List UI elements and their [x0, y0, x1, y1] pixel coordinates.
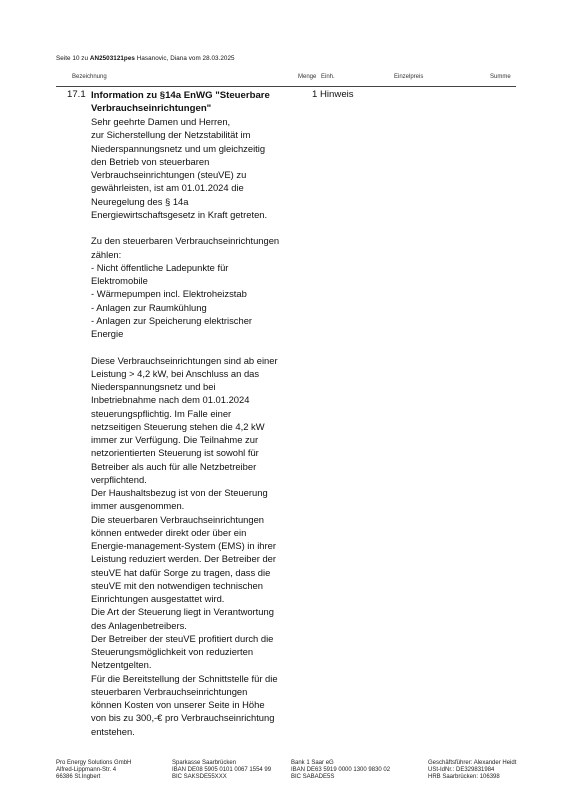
text-line — [91, 340, 301, 353]
footer-bank-sparkasse — [172, 760, 271, 782]
text-line: IBAN DE08 5905 0101 0067 1554 99 — [172, 767, 272, 774]
text-line: USt-IdNr.: DE329831984 — [428, 767, 495, 774]
text-line: steuerungspflichtig. Im Falle einer — [91, 407, 232, 419]
text-line: Bank 1 Saar eG — [291, 760, 334, 766]
text-line: des Anlagenbetreibers. — [91, 619, 187, 631]
author-date: Hasanovic, Diana vom 28.03.2025 — [136, 55, 235, 62]
table-header-divider — [56, 86, 516, 87]
text-line: Energiewirtschaftsgesetz in Kraft getreten. — [91, 208, 268, 220]
text-line: Neuregelung des § 14a — [91, 195, 189, 207]
page-label: Seite 10 zu — [56, 55, 89, 62]
text-line: Energie — [91, 328, 124, 339]
text-line: BIC SAKSDE55XXX — [172, 774, 227, 781]
text-line: Pro Energy Solutions GmbH — [56, 760, 132, 766]
table-header — [62, 74, 516, 84]
text-line: immer ausgenommen. — [91, 500, 185, 512]
text-line: Betreiber als auch für alle Netzbetreiber — [91, 460, 257, 472]
text-line: Niederspannungsnetz und um gleichzeitig — [91, 142, 266, 154]
text-line: können entweder direkt oder über ein — [91, 526, 247, 538]
text-line: Der Haushaltsbezug ist von der Steuerung — [91, 487, 268, 498]
text-line: Sparkasse Saarbrücken — [172, 760, 237, 766]
text-line: - Anlagen zur Speicherung elektrischer — [91, 314, 253, 326]
text-line: HRB Saarbrücken: 106398 — [428, 774, 500, 781]
header-unit: Einh. — [321, 74, 335, 80]
document-number: AN2503121pes — [89, 55, 135, 62]
footer — [56, 760, 518, 790]
item-position: 17.1 — [67, 89, 86, 100]
text-line: netzseitigen Steuerung stehen die 4,2 kW — [91, 420, 265, 432]
text-line: Einrichtungen ausgestattet wird. — [91, 593, 225, 604]
text-line: Sehr geehrte Damen und Herren, — [91, 116, 231, 127]
text-line: Geschäftsführer: Alexander Heidt — [428, 760, 517, 766]
text-line — [91, 221, 301, 234]
text-line: Leistung > 4,2 kW, bei Anschluss an das — [91, 367, 260, 379]
text-line: Elektromobile — [91, 275, 148, 286]
text-line: Diese Verbrauchseinrichtungen sind ab einer — [91, 354, 278, 366]
text-line: Energie-management-System (EMS) in ihrer — [91, 540, 276, 551]
item-title-line: Information zu §14a EnWG "Steuerbare — [91, 90, 270, 101]
text-line: BIC SABADE5S — [291, 774, 335, 781]
text-line: IBAN DE63 5919 0000 1300 9830 02 — [291, 767, 391, 774]
text-line: von bis zu 300,-€ pro Verbrauchseinrichtung — [91, 712, 275, 724]
text-line: steuVE mit den notwendigen technischen — [91, 579, 263, 591]
text-line: können Kosten von unserer Seite in Höhe — [91, 699, 265, 710]
text-line: entstehen. — [91, 725, 135, 737]
text-line: Die steuerbaren Verbrauchseinrichtungen — [91, 513, 265, 525]
text-line: Leistung reduziert werden. Der Betreiber der — [91, 553, 276, 565]
text-line: den Betrieb von steuerbaren — [91, 155, 210, 167]
header-description: Bezeichnung — [72, 74, 107, 80]
footer-management — [428, 760, 516, 782]
text-line: Der Betreiber der steuVE profitiert durch die — [91, 632, 274, 644]
text-line: zählen: — [91, 248, 122, 260]
text-line: Inbetriebnahme nach dem 01.01.2024 — [91, 394, 250, 406]
text-line: immer zur Verfügung. Die Teilnahme zur — [91, 434, 259, 445]
text-line: - Nicht öffentliche Ladepunkte für — [91, 261, 229, 273]
text-line: - Wärmepumpen incl. Elektroheizstab — [91, 288, 247, 300]
text-line: Netzentgelten. — [91, 659, 152, 671]
text-line: steuerbaren Verbrauchseinrichtungen — [91, 685, 248, 697]
text-line: steuVE hat dafür Sorge zu tragen, dass die — [91, 566, 271, 578]
footer-company — [56, 760, 131, 782]
page-reference — [56, 55, 235, 62]
footer-bank-saar — [291, 760, 390, 782]
text-line: netzorientierten Steuerung ist sowohl für — [91, 447, 259, 459]
text-line: gewährleisten, ist am 01.01.2024 die — [91, 182, 244, 194]
header-quantity: Menge — [298, 74, 317, 80]
header-total: Summe — [490, 74, 511, 80]
text-line: - Anlagen zur Raumkühlung — [91, 301, 207, 313]
text-line: Alfred-Lippmann-Str. 4 — [56, 767, 117, 774]
text-line: 66386 St.Ingbert — [56, 774, 101, 781]
text-line: Zu den steuerbaren Verbrauchseinrichtungen — [91, 235, 280, 247]
text-line: zur Sicherstellung der Netzstabilität im — [91, 129, 251, 141]
text-line: Steuerungsmöglichkeit von reduzierten — [91, 646, 254, 657]
text-line: Die Art der Steuerung liegt in Verantwortung — [91, 606, 274, 618]
header-unit-price: Einzelpreis — [394, 74, 424, 80]
item-quantity: 1 Hinweis — [312, 89, 354, 100]
text-line: verpflichtend. — [91, 473, 147, 485]
text-line: Für die Bereitstellung der Schnittstelle für die — [91, 672, 278, 684]
item-title-line: Verbrauchseinrichtungen" — [91, 103, 212, 114]
text-line: Niederspannungsnetz und bei — [91, 381, 216, 392]
item-description — [91, 115, 301, 738]
item-title — [91, 89, 306, 115]
text-line: Verbrauchseinrichtungen (steuVE) zu — [91, 169, 247, 180]
